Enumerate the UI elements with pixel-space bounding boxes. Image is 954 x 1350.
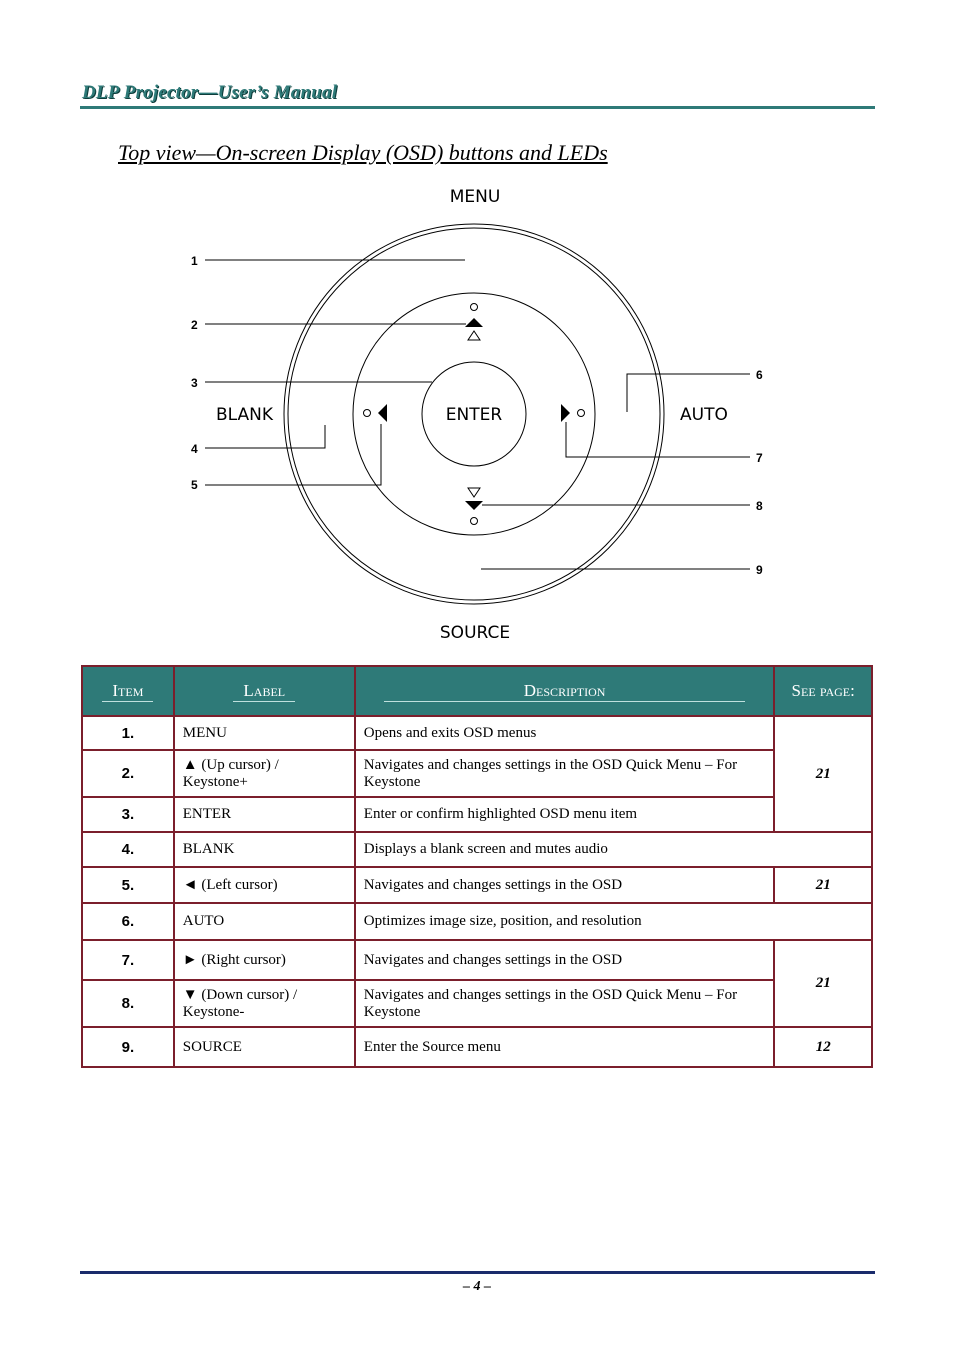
- row-page: 21: [774, 940, 872, 1027]
- enter-label: ENTER: [445, 405, 503, 425]
- row-description: Opens and exits OSD menus: [355, 716, 775, 750]
- row-label: ENTER: [174, 797, 355, 832]
- row-item: 1.: [82, 716, 174, 750]
- row-page: 21: [774, 716, 872, 832]
- row-item: 7.: [82, 940, 174, 980]
- header-see-page: See page:: [774, 666, 872, 716]
- auto-label: AUTO: [680, 405, 728, 425]
- row-description: Navigates and changes settings in the OSD Quick Menu – For Keystone: [355, 750, 775, 797]
- table-row: [82, 716, 872, 750]
- osd-button-table: [81, 665, 873, 1068]
- row-label: ◄ (Left cursor): [174, 867, 355, 903]
- keystone-down-icon: [468, 488, 480, 497]
- down-led-icon: [471, 518, 478, 525]
- table-row: [82, 832, 872, 867]
- callout-number-4: 4: [191, 442, 198, 456]
- row-description: Enter or confirm highlighted OSD menu item: [355, 797, 775, 832]
- row-description: Enter the Source menu: [355, 1027, 775, 1067]
- left-led-icon: [364, 410, 371, 417]
- row-description: Optimizes image size, position, and resolution: [355, 903, 872, 940]
- header-item: Item: [82, 666, 174, 716]
- callout-number-7: 7: [756, 451, 763, 465]
- up-arrow-icon: [465, 318, 483, 327]
- row-label: ► (Right cursor): [174, 940, 355, 980]
- right-arrow-icon: [561, 404, 570, 422]
- down-arrow-icon: [465, 501, 483, 510]
- blank-label: BLANK: [216, 405, 274, 425]
- callout-number-8: 8: [756, 499, 763, 513]
- row-description: Displays a blank screen and mutes audio: [355, 832, 872, 867]
- row-page: 12: [774, 1027, 872, 1067]
- callout-line-4: [205, 425, 325, 448]
- row-item: 2.: [82, 750, 174, 797]
- row-item: 8.: [82, 980, 174, 1027]
- section-title: Top view—On-screen Display (OSD) buttons and LEDs: [118, 140, 608, 165]
- row-label: MENU: [174, 716, 355, 750]
- row-label: AUTO: [174, 903, 355, 940]
- table-row: [82, 1027, 872, 1067]
- page-number: – 4 –: [463, 1279, 491, 1294]
- row-item: 5.: [82, 867, 174, 903]
- keystone-up-icon: [468, 331, 480, 340]
- row-label: SOURCE: [174, 1027, 355, 1067]
- table-row: [82, 867, 872, 903]
- footer-rule: [80, 1271, 875, 1274]
- table-row: [82, 940, 872, 980]
- callout-number-1: 1: [191, 254, 198, 268]
- callout-number-6: 6: [756, 368, 763, 382]
- callout-number-3: 3: [191, 376, 198, 390]
- up-led-icon: [471, 304, 478, 311]
- osd-button-diagram: [0, 0, 954, 660]
- running-header: DLP Projector—User’s Manual: [82, 82, 338, 103]
- callout-number-5: 5: [191, 478, 198, 492]
- row-page: 21: [774, 867, 872, 903]
- left-arrow-icon: [378, 404, 387, 422]
- header-label: Label: [174, 666, 355, 716]
- row-description: Navigates and changes settings in the OSD: [355, 940, 775, 980]
- table-header-row: [82, 666, 872, 716]
- row-description: Navigates and changes settings in the OSD Quick Menu – For Keystone: [355, 980, 775, 1027]
- row-label: BLANK: [174, 832, 355, 867]
- right-led-icon: [578, 410, 585, 417]
- source-label: SOURCE: [439, 623, 511, 643]
- callout-number-9: 9: [756, 563, 763, 577]
- row-label: ▲ (Up cursor) / Keystone+: [174, 750, 355, 797]
- menu-label: MENU: [449, 187, 501, 207]
- row-description: Navigates and changes settings in the OSD: [355, 867, 775, 903]
- row-label: ▼ (Down cursor) / Keystone-: [174, 980, 355, 1027]
- table-row: [82, 980, 872, 1027]
- table-row: [82, 797, 872, 832]
- table-row: [82, 750, 872, 797]
- row-item: 3.: [82, 797, 174, 832]
- callout-number-2: 2: [191, 318, 198, 332]
- row-item: 4.: [82, 832, 174, 867]
- table-row: [82, 903, 872, 940]
- row-item: 9.: [82, 1027, 174, 1067]
- row-item: 6.: [82, 903, 174, 940]
- header-description: Description: [355, 666, 775, 716]
